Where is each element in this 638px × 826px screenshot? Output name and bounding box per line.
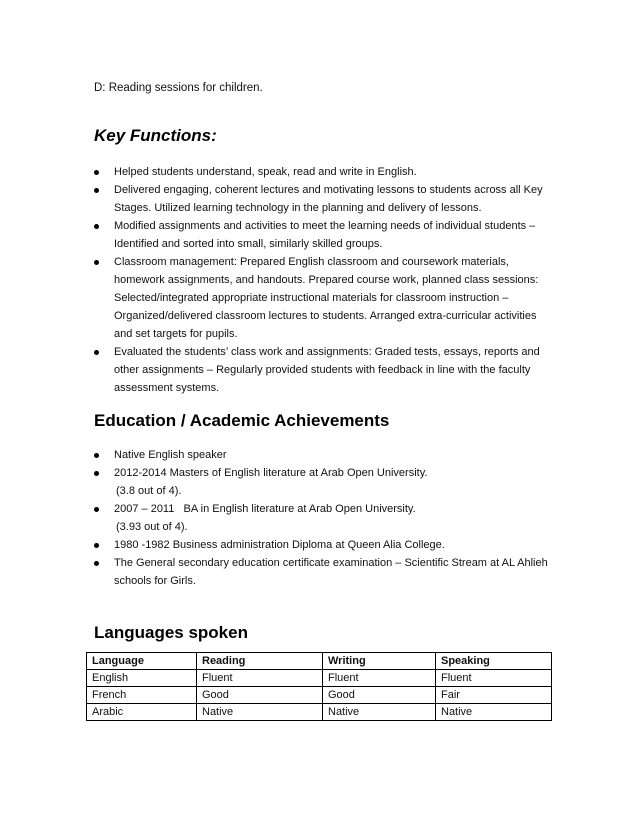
table-cell: Good — [197, 687, 323, 704]
bullet-icon — [94, 561, 99, 566]
column-header-reading: Reading — [197, 653, 323, 670]
table-header-row — [87, 653, 552, 670]
table-cell: Fluent — [436, 670, 552, 687]
list-item — [94, 536, 554, 554]
bullet-icon — [94, 170, 99, 175]
column-header-writing: Writing — [323, 653, 436, 670]
table-cell: Native — [323, 704, 436, 721]
key-functions-heading: Key Functions: — [94, 126, 217, 145]
table-cell: Fair — [436, 687, 552, 704]
list-item-text: Delivered engaging, coherent lectures and motivating lessons to students across all Key Stages. Utilized learning technology in the planning and delivery of lessons. — [114, 184, 543, 214]
list-item-text: The General secondary education certificate examination – Scientific Stream at AL Ahlieh schools for Girls. — [114, 557, 548, 587]
key-functions-list — [94, 163, 554, 397]
list-item-text: 2007 – 2011 BA in English literature at Arab Open University. — [114, 503, 416, 515]
bullet-icon — [94, 350, 99, 355]
list-item-text: 1980 -1982 Business administration Diploma at Queen Alia College. — [114, 539, 445, 551]
table-cell: French — [87, 687, 197, 704]
intro-text: D: Reading sessions for children. — [94, 82, 263, 94]
list-item-subtext: (3.8 out of 4). — [116, 485, 182, 497]
list-item — [94, 181, 554, 217]
column-header-language: Language — [87, 653, 197, 670]
table-cell: Fluent — [323, 670, 436, 687]
table-row — [87, 670, 552, 687]
table-cell: Native — [436, 704, 552, 721]
bullet-icon — [94, 471, 99, 476]
column-header-speaking: Speaking — [436, 653, 552, 670]
list-item — [94, 163, 554, 181]
list-item-text: Native English speaker — [114, 449, 227, 461]
list-item-subtext: (3.93 out of 4). — [116, 521, 188, 533]
bullet-icon — [94, 188, 99, 193]
table-cell: Fluent — [197, 670, 323, 687]
list-item — [94, 217, 554, 253]
list-item-text: Modified assignments and activities to meet the learning needs of individual students – Identified and sorted into small, similarly skilled groups. — [114, 220, 536, 250]
list-item — [94, 464, 554, 500]
bullet-icon — [94, 453, 99, 458]
languages-table — [86, 652, 552, 721]
table-cell: Arabic — [87, 704, 197, 721]
languages-heading: Languages spoken — [94, 623, 248, 642]
bullet-icon — [94, 543, 99, 548]
education-heading: Education / Academic Achievements — [94, 411, 390, 430]
list-item — [94, 343, 554, 397]
bullet-icon — [94, 224, 99, 229]
list-item — [94, 554, 554, 590]
list-item — [94, 500, 554, 536]
list-item-text: Classroom management: Prepared English classroom and coursework materials, homework assignments, and handouts. Prepared course work, planned class sessions: Selected/integrated appropriate instructional materials for classroom instruction – Organized/delivered classroom lectures to students. Arranged extra-curricular activities and set targets for pupils. — [114, 256, 539, 340]
education-list — [94, 446, 554, 590]
list-item — [94, 446, 554, 464]
list-item-text: Evaluated the students’ class work and assignments: Graded tests, essays, reports and other assignments – Regularly provided students with feedback in line with the faculty assessment systems. — [114, 346, 540, 394]
bullet-icon — [94, 260, 99, 265]
bullet-icon — [94, 507, 99, 512]
list-item-text: 2012-2014 Masters of English literature at Arab Open University. — [114, 467, 428, 479]
list-item-text: Helped students understand, speak, read and write in English. — [114, 166, 417, 178]
table-cell: Native — [197, 704, 323, 721]
list-item — [94, 253, 554, 343]
table-row — [87, 704, 552, 721]
table-cell: English — [87, 670, 197, 687]
table-row — [87, 687, 552, 704]
table-cell: Good — [323, 687, 436, 704]
